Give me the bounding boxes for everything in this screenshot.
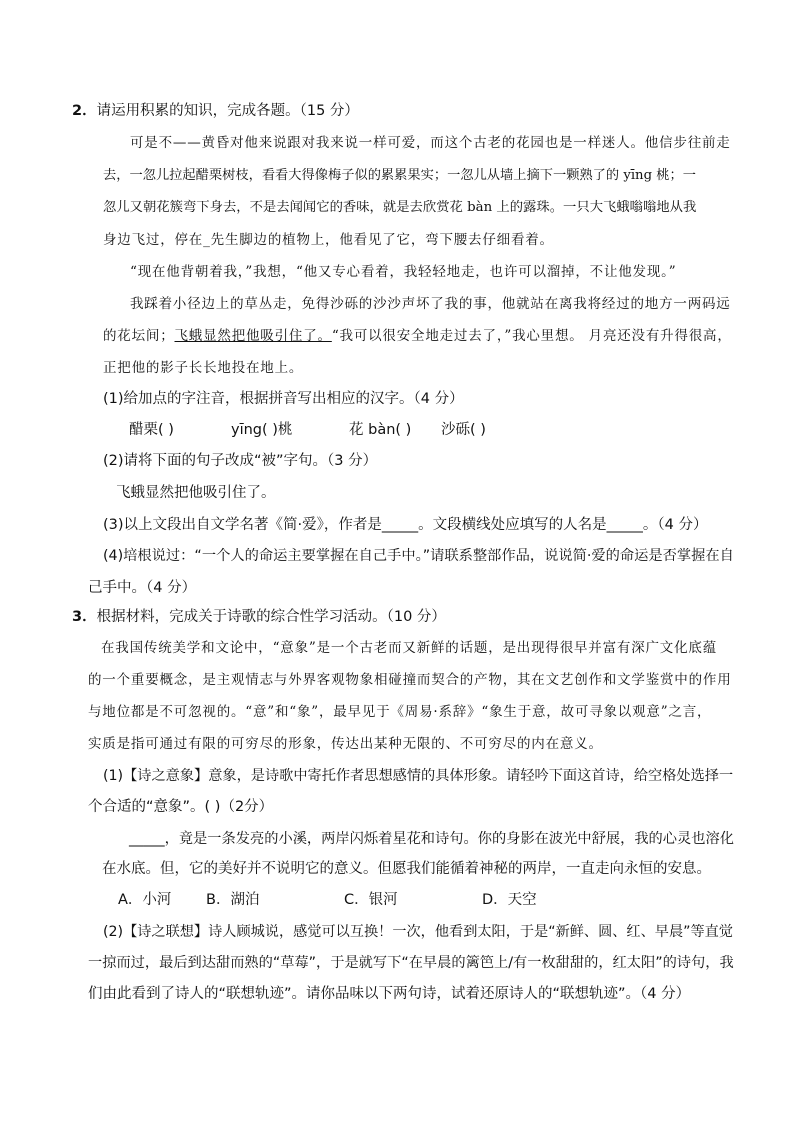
q3-poem-line-1: _____，竟是一条发亮的小溪，两岸闪烁着星花和诗句。你的身影在波光中舒展，我的心灵也溶化 bbox=[129, 831, 734, 847]
q2-sub1-items bbox=[129, 420, 486, 440]
q2-passage-line-2: 去，一忽儿拉起醋栗树枝，看看大得像梅子似的累累果实；一忽儿从墙上摘下一颗熟了的 yīng 桃；一 bbox=[103, 168, 696, 183]
question-3-title: 根据材料，完成关于诗歌的综合性学习活动。（10 分） bbox=[96, 609, 446, 625]
question-3-header bbox=[72, 607, 446, 627]
q2-passage-line-6: 我踩着小径边上的草丛走，免得沙砾的沙沙声坏了我的事，他就站在离我将经过的地方一两码远 bbox=[130, 296, 731, 312]
question-2-number: 2． bbox=[72, 103, 97, 119]
q2-item-culi: 醋栗( ) bbox=[129, 422, 174, 438]
q3-options bbox=[118, 890, 537, 910]
q3-passage-line-4: 实质是指可通过有限的可穷尽的形象，传达出某种无限的、不可穷尽的内在意义。 bbox=[88, 736, 603, 752]
question-2-header bbox=[72, 101, 359, 121]
q2-passage-line-3: 忽儿又朝花簇弯下身去，不是去闻闻它的香味，就是去欣赏花 bàn 上的露珠。一只大飞蛾嗡嗡地从我 bbox=[103, 200, 697, 215]
q3-sub1-prompt-line-1: (1)【诗之意象】意象，是诗歌中寄托作者思想感情的具体形象。请轻吟下面这首诗，给空格处选择一 bbox=[103, 768, 734, 784]
q2-sub2-prompt: (2)请将下面的句子改成“被”字句。（3 分） bbox=[103, 453, 378, 469]
q3-sub2-prompt-line-3: 们由此看到了诗人的“联想轨迹”。请你品味以下两句诗，试着还原诗人的“联想轨迹”。（4 分） bbox=[88, 986, 691, 1002]
q2-passage-line-7 bbox=[103, 326, 732, 346]
option-c[interactable]: C．银河 bbox=[344, 892, 398, 908]
option-d[interactable]: D．天空 bbox=[482, 892, 537, 908]
q2-passage-line-5: “现在他背朝着我，”我想，“他又专心看着，我轻轻地走，也许可以溜掉，不让他发现。” bbox=[130, 264, 677, 280]
q3-passage-line-2: 的一个重要概念，是主观情志与外界客观物象相碰撞而契合的产物，其在文艺创作和文学鉴赏中的作用 bbox=[88, 672, 732, 688]
q2-passage-line-4: 身边飞过，停在_先生脚边的植物上，他看见了它，弯下腰去仔细看着。 bbox=[103, 232, 554, 248]
q2-sub1-prompt: (1)给加点的字注音，根据拼音写出相应的汉字。（4 分） bbox=[103, 391, 464, 407]
q2-passage-line-7-end: “我可以很安全地走过去了，”我心里想。 月亮还没有升得很高， bbox=[331, 328, 732, 344]
q2-passage-line-8: 正把他的影子长长地投在地上。 bbox=[103, 360, 304, 376]
option-b[interactable]: B．湖泊 bbox=[206, 892, 260, 908]
q3-passage-line-1: 在我国传统美学和文论中，“意象”是一个古老而又新鲜的话题，是出现得很早并富有深广文化底蕴 bbox=[101, 640, 718, 656]
q3-sub2-prompt-line-2: 一掠而过，最后到达甜而熟的“草莓”，于是就写下“在早晨的篱笆上/有一枚甜甜的，红太阳”的诗句，我 bbox=[88, 955, 734, 971]
q2-sub2-sentence: 飞蛾显然把他吸引住了。 bbox=[116, 485, 276, 501]
q3-passage-line-3: 与地位都是不可忽视的。“意”和“象”，最早见于《周易·系辞》“象生于意，故可寻象以观意”之言， bbox=[88, 704, 712, 720]
option-a[interactable]: A．小河 bbox=[118, 892, 172, 908]
q3-sub2-prompt-line-1: (2)【诗之联想】诗人顾城说，感觉可以互换！一次，他看到太阳，于是“新鲜、圆、红、早晨”等直觉 bbox=[103, 924, 733, 940]
q2-passage-line-1: 可是不——黄昏对他来说跟对我来说一样可爱，而这个古老的花园也是一样迷人。他信步往前走 bbox=[130, 135, 731, 151]
q3-sub1-prompt-line-2: 个合适的“意象”。( )（2分） bbox=[88, 799, 274, 815]
q2-passage-line-7-start: 的花坛间； bbox=[103, 328, 175, 344]
q2-sub4-prompt-line-2: 己手中。（4 分） bbox=[88, 580, 197, 596]
q2-underlined-sentence: 飞蛾显然把他吸引住了。 bbox=[174, 328, 332, 344]
question-2-title: 请运用积累的知识，完成各题。（15 分） bbox=[96, 103, 359, 119]
q2-item-ban: 花 bàn( ) bbox=[349, 422, 412, 438]
q2-sub3-prompt: (3)以上文段出自文学名著《简·爱》，作者是_____。文段横线处应填写的人名是_____。（4 分） bbox=[103, 517, 708, 533]
q2-item-ying: yīng( )桃 bbox=[231, 422, 293, 438]
q2-item-shali: 沙砾( ) bbox=[441, 422, 486, 438]
question-3-number: 3． bbox=[72, 609, 97, 625]
q2-sub4-prompt-line-1: (4)培根说过：“一个人的命运主要掌握在自己手中。”请联系整部作品，说说简·爱的命运是否掌握在自 bbox=[103, 548, 734, 564]
q3-poem-line-2: 在水底。但，它的美好并不说明它的意义。但愿我们能循着神秘的两岸，一直走向永恒的安息。 bbox=[102, 861, 711, 877]
